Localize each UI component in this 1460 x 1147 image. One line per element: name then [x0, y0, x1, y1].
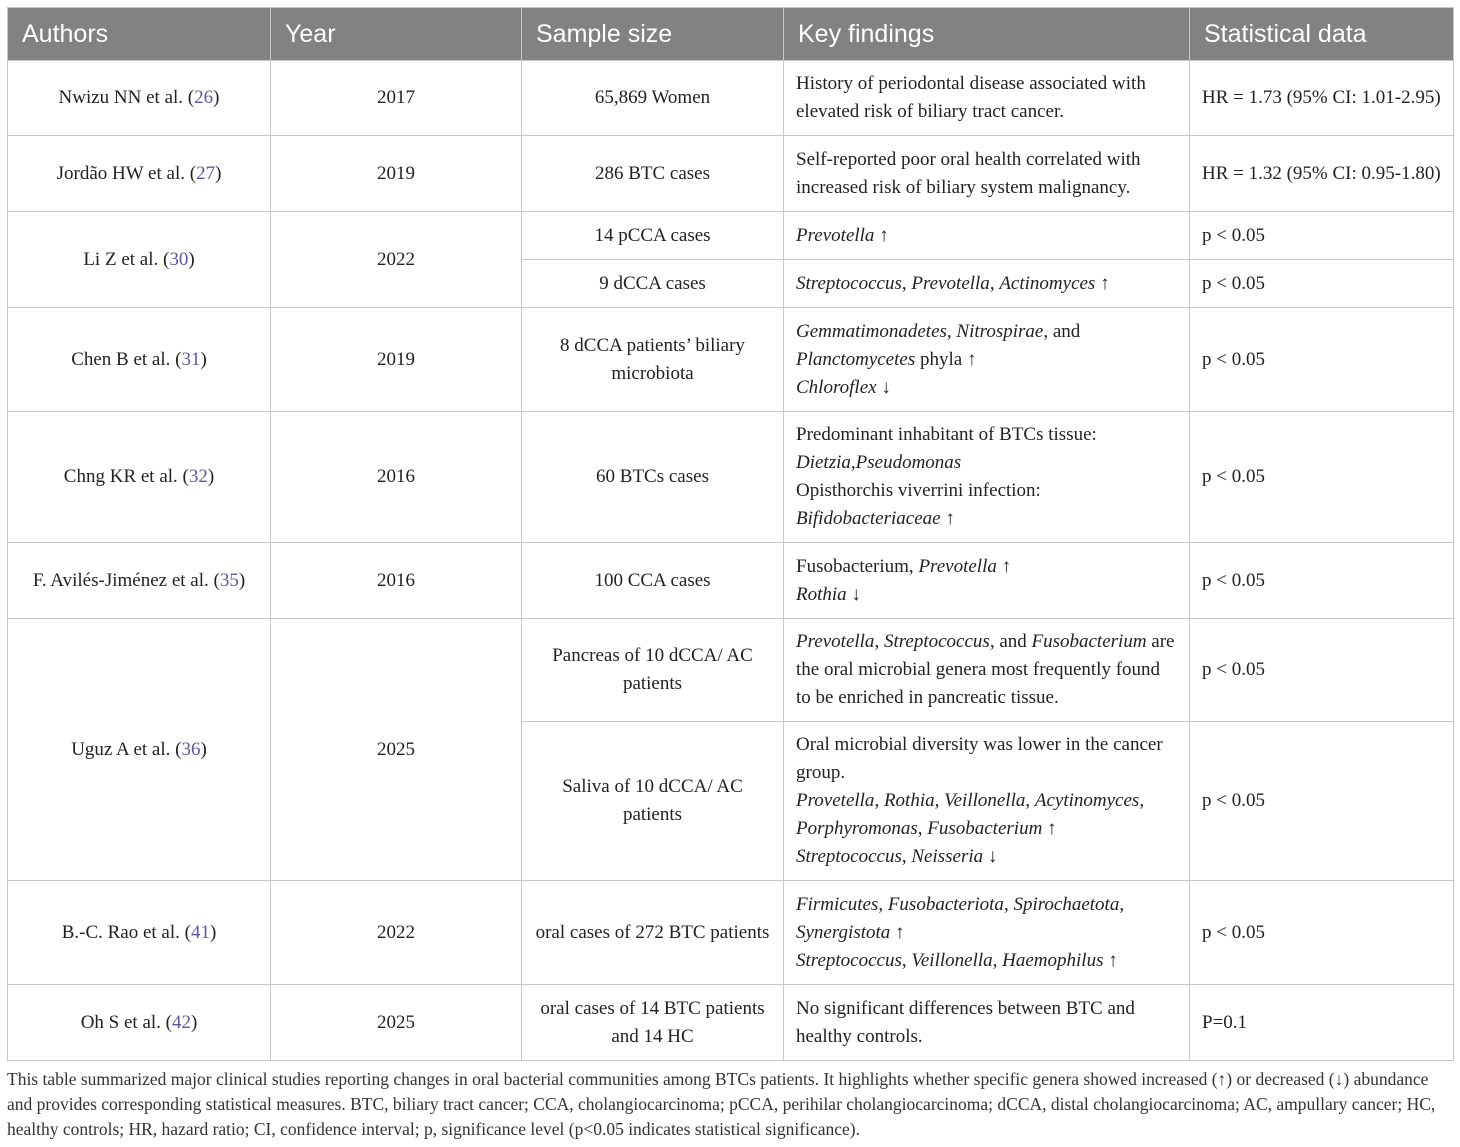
year-cell: 2017: [271, 61, 522, 136]
header-key-findings: Key findings: [784, 8, 1190, 61]
author-cell: Li Z et al. (30): [8, 212, 271, 308]
author-cell: B.-C. Rao et al. (41): [8, 881, 271, 985]
finding-cell: No significant differences between BTC and healthy controls.: [784, 985, 1190, 1061]
sample-cell: Pancreas of 10 dCCA/ AC patients: [522, 619, 784, 722]
stat-cell: p < 0.05: [1190, 722, 1454, 881]
finding-cell: Streptococcus, Prevotella, Actinomyces ↑: [784, 260, 1190, 308]
sample-cell: oral cases of 272 BTC patients: [522, 881, 784, 985]
reference-link[interactable]: 30: [169, 248, 189, 270]
author-cell: Chen B et al. (31): [8, 308, 271, 412]
sample-cell: Saliva of 10 dCCA/ AC patients: [522, 722, 784, 881]
finding-cell: Prevotella, Streptococcus, and Fusobacterium are the oral microbial genera most frequently found to be enriched in pancreatic tissue.: [784, 619, 1190, 722]
finding-cell: Predominant inhabitant of BTCs tissue: Dietzia,Pseudomonas Opisthorchis viverrini infection: Bifidobacteriaceae ↑: [784, 412, 1190, 543]
year-cell: 2022: [271, 212, 522, 308]
year-cell: 2022: [271, 881, 522, 985]
sample-cell: 100 CCA cases: [522, 543, 784, 619]
reference-link[interactable]: 26: [194, 87, 214, 108]
reference-link[interactable]: 41: [190, 921, 210, 943]
table-row: [8, 881, 1454, 985]
table-row: [8, 136, 1454, 212]
header-authors: Authors: [8, 8, 271, 61]
reference-link[interactable]: 35: [219, 569, 239, 591]
stat-cell: p < 0.05: [1190, 212, 1454, 260]
finding-cell: Fusobacterium, Prevotella ↑ Rothia ↓: [784, 543, 1190, 619]
header-statistical-data: Statistical data: [1190, 8, 1454, 61]
reference-link[interactable]: 27: [196, 162, 216, 184]
finding-cell: Self-reported poor oral health correlated with increased risk of biliary system malignancy.: [784, 136, 1190, 212]
sample-cell: 8 dCCA patients’ biliary microbiota: [522, 308, 784, 412]
author-cell: F. Avilés-Jiménez et al. (35): [8, 543, 271, 619]
author-cell: Jordão HW et al. (27): [8, 136, 271, 212]
year-cell: 2019: [271, 308, 522, 412]
year-cell: 2016: [271, 543, 522, 619]
finding-cell: Firmicutes, Fusobacteriota, Spirochaetota, Synergistota ↑ Streptococcus, Veillonella, Haemophilus ↑: [784, 881, 1190, 985]
stat-cell: P=0.1: [1190, 985, 1454, 1061]
sample-cell: 9 dCCA cases: [522, 260, 784, 308]
sample-cell: oral cases of 14 BTC patients and 14 HC: [522, 985, 784, 1061]
table-row: [8, 308, 1454, 412]
table-row: [8, 543, 1454, 619]
table-row: [8, 985, 1454, 1061]
finding-cell: Prevotella ↑: [784, 212, 1190, 260]
header-year: Year: [271, 8, 522, 61]
header-row: [8, 8, 1454, 61]
table-row: [8, 619, 1454, 722]
stat-cell: p < 0.05: [1190, 308, 1454, 412]
year-cell: 2016: [271, 412, 522, 543]
stat-cell: p < 0.05: [1190, 543, 1454, 619]
finding-cell: Gemmatimonadetes, Nitrospirae, and Planctomycetes phyla ↑ Chloroflex ↓: [784, 308, 1190, 412]
sample-cell: 60 BTCs cases: [522, 412, 784, 543]
table-caption: This table summarized major clinical studies reporting changes in oral bacterial communities among BTCs patients. It highlights whether specific genera showed increased (↑) or decreased (↓) abundance and provides corresponding statistical measures. BTC, biliary tract cancer; CCA, cholangiocarcinoma; pCCA, perihilar cholangiocarcinoma; dCCA, distal cholangiocarcinoma; AC, ampullary cancer; HC, healthy controls; HR, hazard ratio; CI, confidence interval; p, significance level (p<0.05 indicates statistical significance).: [7, 1069, 1436, 1139]
author-cell: Nwizu NN et al. (26): [8, 61, 271, 136]
finding-cell: Oral microbial diversity was lower in the cancer group. Provetella, Rothia, Veillonella, Acytinomyces, Porphyromonas, Fusobacterium ↑ Streptococcus, Neisseria ↓: [784, 722, 1190, 881]
finding-cell: History of periodontal disease associated with elevated risk of biliary tract cancer.: [784, 61, 1190, 136]
year-cell: 2019: [271, 136, 522, 212]
sample-cell: 65,869 Women: [522, 61, 784, 136]
header-sample-size: Sample size: [522, 8, 784, 61]
stat-cell: p < 0.05: [1190, 260, 1454, 308]
studies-table: [7, 7, 1454, 1061]
stat-cell: p < 0.05: [1190, 619, 1454, 722]
sample-cell: 286 BTC cases: [522, 136, 784, 212]
reference-link[interactable]: 42: [171, 1011, 191, 1033]
year-cell: 2025: [271, 985, 522, 1061]
stat-cell: HR = 1.73 (95% CI: 1.01-2.95): [1190, 61, 1454, 136]
table-row: [8, 212, 1454, 260]
stat-cell: p < 0.05: [1190, 412, 1454, 543]
table-row: [8, 412, 1454, 543]
reference-link[interactable]: 32: [188, 466, 208, 487]
reference-link[interactable]: 36: [181, 738, 201, 760]
author-cell: Chng KR et al. (32): [8, 412, 271, 543]
stat-cell: p < 0.05: [1190, 881, 1454, 985]
table-row: [8, 61, 1454, 136]
author-cell: Uguz A et al. (36): [8, 619, 271, 881]
author-cell: Oh S et al. (42): [8, 985, 271, 1061]
sample-cell: 14 pCCA cases: [522, 212, 784, 260]
stat-cell: HR = 1.32 (95% CI: 0.95-1.80): [1190, 136, 1454, 212]
year-cell: 2025: [271, 619, 522, 881]
reference-link[interactable]: 31: [181, 348, 201, 370]
